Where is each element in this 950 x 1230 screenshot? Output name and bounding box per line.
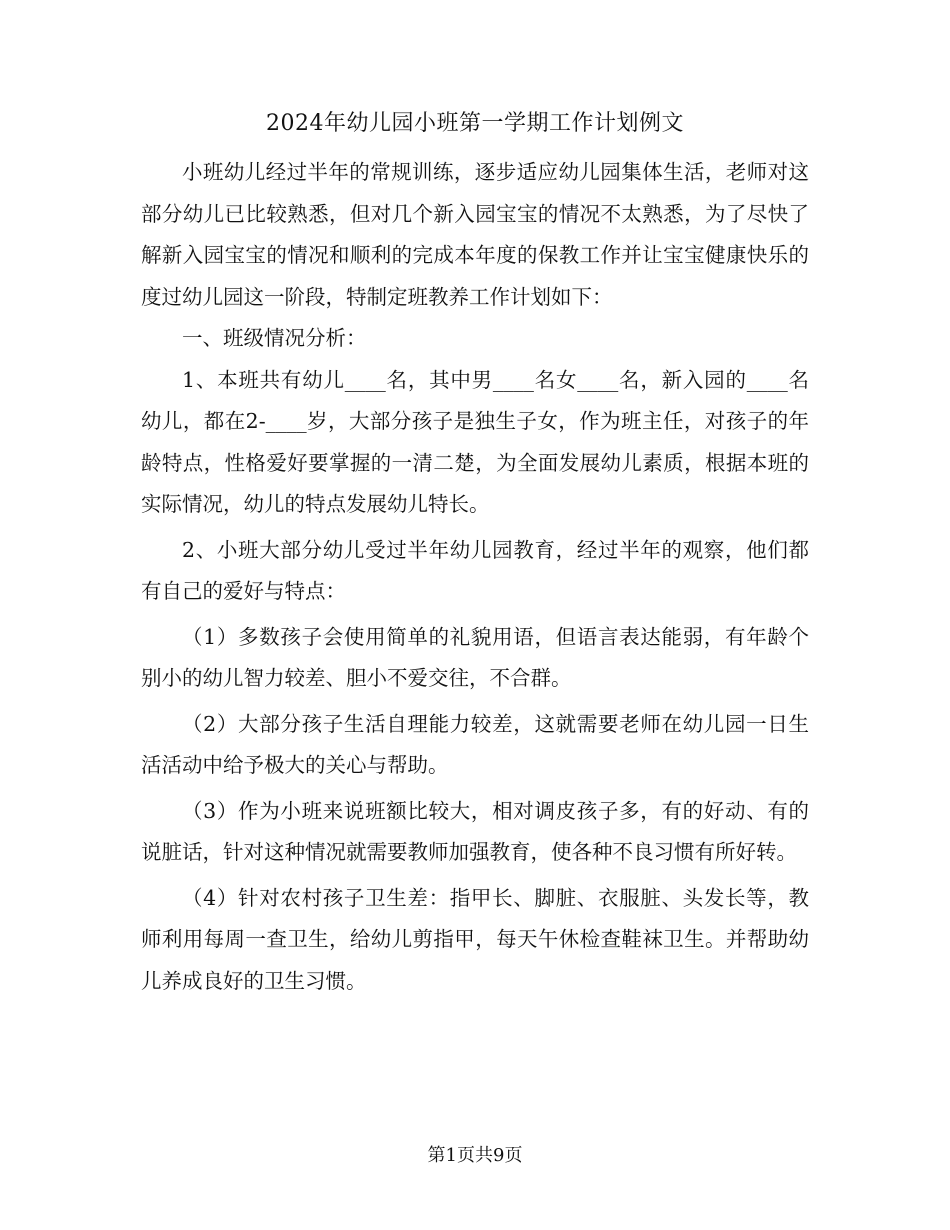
section-heading-class-analysis: 一、班级情况分析： — [182, 326, 367, 350]
paragraph-class-traits: 2、小班大部分幼儿受过半年幼儿园教育，经过半年的观察，他们都有自己的爱好与特点： — [141, 537, 809, 603]
paragraph-item-1: （1）多数孩子会使用简单的礼貌用语，但语言表达能弱，有年龄个别小的幼儿智力较差、胆小不爱交往，不合群。 — [141, 624, 809, 690]
page-number: 第1页共9页 — [427, 1145, 523, 1166]
paragraph-class-size: 1、本班共有幼儿____名，其中男____名女____名，新入园的____名幼儿，都在2-____岁，大部分孩子是独生子女，作为班主任，对孩子的年龄特点，性格爱好要掌握的一清二楚，为全面发展幼儿素质，根据本班的实际情况，幼儿的特点发展幼儿特长。 — [141, 367, 809, 516]
paragraph-intro: 小班幼儿经过半年的常规训练，逐步适应幼儿园集体生活，老师对这部分幼儿已比较熟悉，但对几个新入园宝宝的情况不太熟悉，为了尽快了解新入园宝宝的情况和顺利的完成本年度的保教工作并让宝宝健康快乐的度过幼儿园这一阶段，特制定班教养工作计划如下： — [141, 160, 809, 309]
paragraph-item-4: （4）针对农村孩子卫生差：指甲长、脚脏、衣服脏、头发长等，教师利用每周一查卫生，给幼儿剪指甲，每天午休检查鞋袜卫生。并帮助幼儿养成良好的卫生习惯。 — [141, 885, 809, 993]
paragraph-item-2: （2）大部分孩子生活自理能力较差，这就需要老师在幼儿园一日生活活动中给予极大的关心与帮助。 — [141, 711, 809, 777]
paragraph-item-3: （3）作为小班来说班额比较大，相对调皮孩子多，有的好动、有的说脏话，针对这种情况就需要教师加强教育，使各种不良习惯有所好转。 — [141, 798, 809, 864]
document-title: 2024年幼儿园小班第一学期工作计划例文 — [266, 111, 684, 136]
document-body — [141, 152, 809, 1002]
